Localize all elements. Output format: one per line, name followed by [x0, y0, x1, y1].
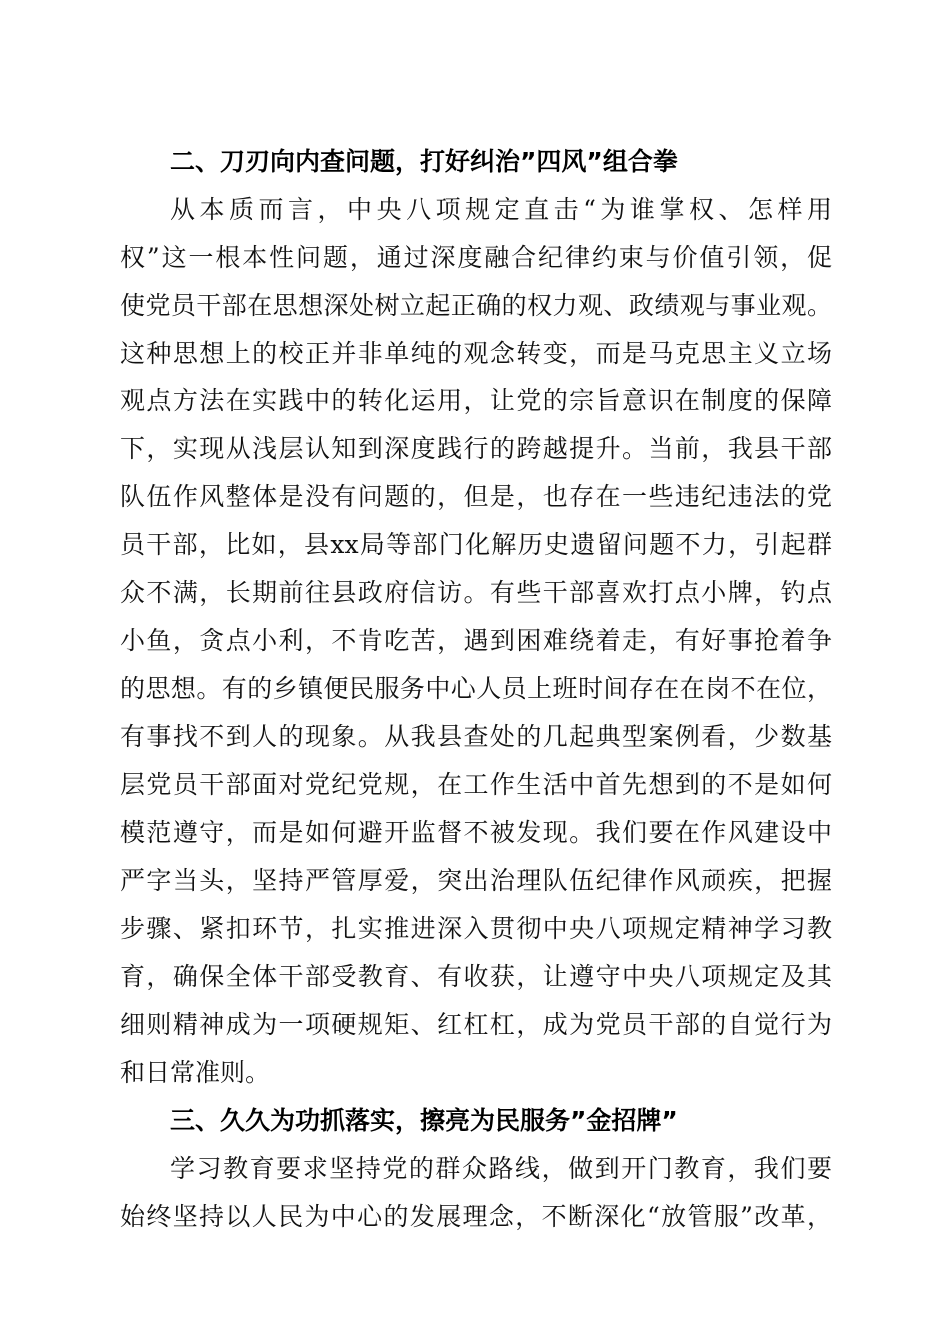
paragraph-line: 的思想。有的乡镇便民服务中心人员上班时间存在在岗不在位，	[120, 674, 832, 703]
section-heading-2: 二、刀刃向内查问题，打好纠治”四风”组合拳	[170, 147, 678, 176]
paragraph-line: 下，实现从浅层认知到深度践行的跨越提升。当前，我县干部	[120, 434, 832, 463]
paragraph-line: 众不满，长期前往县政府信访。有些干部喜欢打点小牌，钓点	[120, 578, 832, 607]
paragraph-line: 队伍作风整体是没有问题的，但是，也存在一些违纪违法的党	[120, 482, 832, 511]
paragraph-line: 模范遵守，而是如何避开监督不被发现。我们要在作风建设中	[120, 818, 832, 847]
paragraph-line: 小鱼，贪点小利，不肯吃苦，遇到困难绕着走，有好事抢着争	[120, 626, 832, 655]
paragraph-line: 观点方法在实践中的转化运用，让党的宗旨意识在制度的保障	[120, 386, 832, 415]
paragraph-line: 从本质而言，中央八项规定直击“为谁掌权、怎样用	[170, 195, 832, 224]
paragraph-line: 细则精神成为一项硬规矩、红杠杠，成为党员干部的自觉行为	[120, 1010, 832, 1039]
paragraph-line: 和日常准则。	[120, 1058, 271, 1087]
paragraph-line: 有事找不到人的现象。从我县查处的几起典型案例看，少数基	[120, 722, 832, 751]
paragraph-line: 权”这一根本性问题，通过深度融合纪律约束与价值引领，促	[120, 243, 832, 272]
paragraph-line: 育，确保全体干部受教育、有收获，让遵守中央八项规定及其	[120, 962, 832, 991]
paragraph-line: 使党员干部在思想深处树立起正确的权力观、政绩观与事业观。	[120, 291, 832, 320]
paragraph-line: 步骤、紧扣环节，扎实推进深入贯彻中央八项规定精神学习教	[120, 914, 832, 943]
paragraph-line: 学习教育要求坚持党的群众路线，做到开门教育，我们要	[170, 1154, 832, 1183]
paragraph-line: 严字当头，坚持严管厚爱，突出治理队伍纪律作风顽疾，把握	[120, 866, 832, 895]
paragraph-line: 层党员干部面对党纪党规，在工作生活中首先想到的不是如何	[120, 770, 832, 799]
paragraph-line: 员干部，比如，县xx局等部门化解历史遗留问题不力，引起群	[120, 530, 832, 559]
section-heading-3: 三、久久为功抓落实，擦亮为民服务”金招牌”	[170, 1106, 678, 1135]
paragraph-line: 始终坚持以人民为中心的发展理念，不断深化“放管服”改革，	[120, 1202, 832, 1231]
paragraph-line: 这种思想上的校正并非单纯的观念转变，而是马克思主义立场	[120, 339, 832, 368]
